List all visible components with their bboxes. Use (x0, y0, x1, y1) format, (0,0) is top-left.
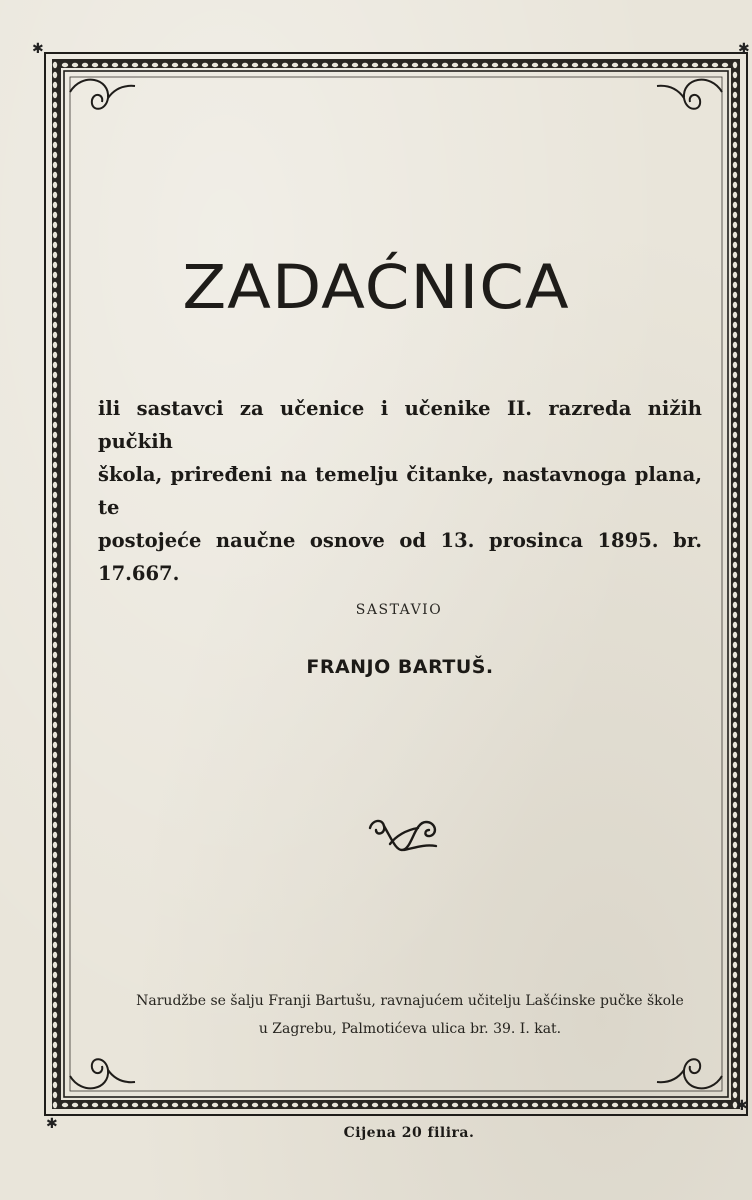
subtitle-line: škola, priređeni na temelju čitanke, nastavnoga plana, te (98, 463, 702, 519)
orders-line: u Zagrebu, Palmotićeva ulica br. 39. I. kat. (258, 1021, 562, 1037)
orders-line: Narudžbe se šalju Franji Bartušu, ravnajućem učitelju Lašćinske pučke škole (136, 993, 684, 1009)
book-title: ZADAĆNICA (182, 252, 570, 324)
subtitle-line: ili sastavci za učenice i učenike II. razreda nižih pučkih (98, 397, 702, 453)
compiled-by-label: SASTAVIO (355, 602, 443, 618)
svg-text:✱: ✱ (736, 1098, 748, 1114)
orders-notice (0, 987, 752, 1043)
author-name: FRANJO BARTUŠ. (306, 656, 494, 678)
svg-text:✱: ✱ (32, 41, 44, 57)
price-label: Cijena 20 filira. (343, 1125, 475, 1141)
svg-text:✱: ✱ (738, 41, 750, 57)
corner-flourish-top-left (70, 80, 135, 109)
fleuron-ornament-icon (366, 814, 442, 856)
subtitle-block (98, 392, 702, 590)
svg-text:✱: ✱ (46, 1116, 58, 1132)
subtitle-line: postojeće naučne osnove od 13. prosinca 1895. br. 17.667. (98, 529, 702, 585)
